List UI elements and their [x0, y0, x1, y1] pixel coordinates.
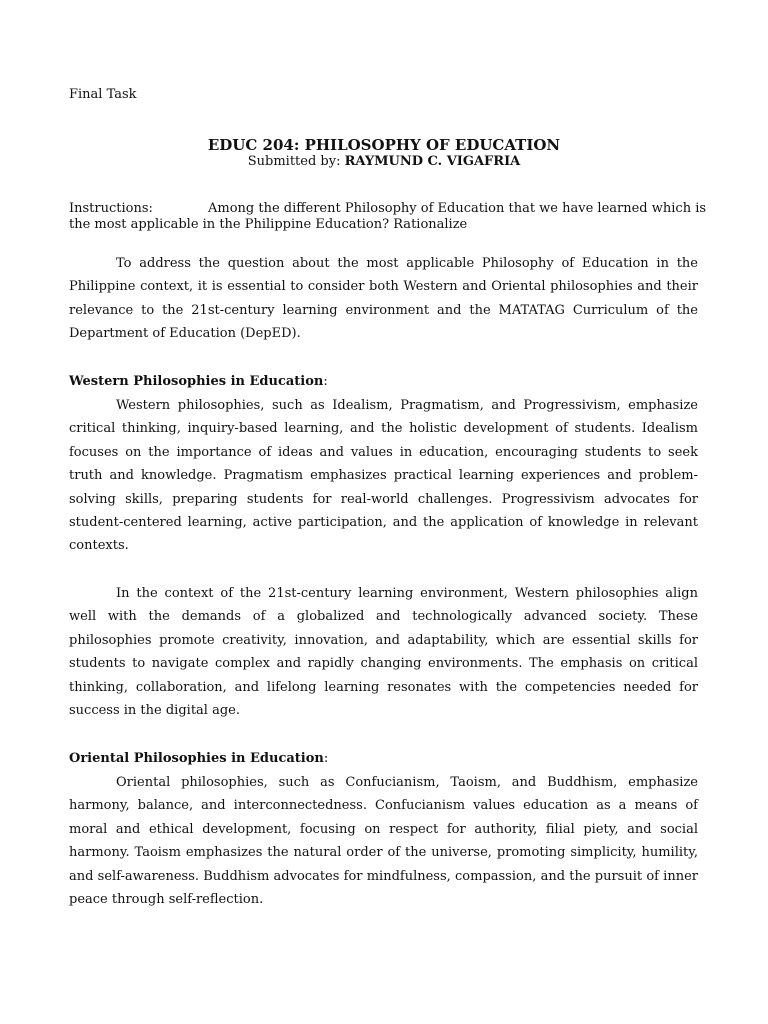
submitted-by-line: [0, 154, 768, 170]
oriental-heading-text: Oriental Philosophies in Education: [69, 751, 324, 766]
oriental-heading-colon: :: [323, 751, 329, 766]
document-title: EDUC 204: PHILOSOPHY OF EDUCATION: [207, 136, 561, 154]
instructions-block: [69, 201, 709, 233]
western-heading: [69, 374, 328, 390]
intro-paragraph: To address the question about the most applicable Philosophy of Education in the Philippine context, it is essential to consider both Western and Oriental philosophies and their relevance to the 21st-century learning environment and the MATATAG Curriculum of the Department of Education (DepED).: [69, 256, 698, 342]
western-paragraph-1: Western philosophies, such as Idealism, Pragmatism, and Progressivism, emphasize critical thinking, inquiry-based learning, and the holistic development of students. Idealism focuses on the importance of ideas and values in education, encouraging students to seek truth and knowledge. Pragmatism emphasizes practical learning experiences and problem-solving skills, preparing students for real-world challenges. Progressivism advocates for student-centered learning, active participation, and the application of knowledge in relevant contexts.: [69, 398, 698, 554]
western-heading-colon: :: [323, 374, 328, 389]
western-paragraph-2: In the context of the 21st-century learning environment, Western philosophies align well with the demands of a globalized and technologically advanced society. These philosophies promote creativity, innovation, and adaptability, which are essential skills for students to navigate complex and rapidly changing environments. The emphasis on critical thinking, collaboration, and lifelong learning resonates with the competencies needed for success in the digital age.: [69, 586, 698, 719]
instructions-label: Instructions:: [69, 201, 153, 216]
instructions-text: Among the different Philosophy of Education that we have learned which is the most applicable in the Philippine Education? Rationalize: [69, 201, 707, 232]
oriental-paragraph-1: Oriental philosophies, such as Confucianism, Taoism, and Buddhism, emphasize harmony, balance, and interconnectedness. Confucianism values education as a means of moral and ethical development, focusing on respect for authority, filial piety, and social harmony. Taoism emphasizes the natural order of the universe, promoting simplicity, humility, and self-awareness. Buddhism advocates for mindfulness, compassion, and the pursuit of inner peace through self-reflection.: [69, 775, 698, 908]
author-name: RAYMUND C. VIGAFRIA: [344, 154, 521, 169]
western-heading-text: Western Philosophies in Education: [69, 374, 324, 389]
submitted-by-label: Submitted by:: [247, 154, 345, 169]
oriental-heading: [69, 751, 328, 767]
document-label: Final Task: [69, 87, 137, 102]
